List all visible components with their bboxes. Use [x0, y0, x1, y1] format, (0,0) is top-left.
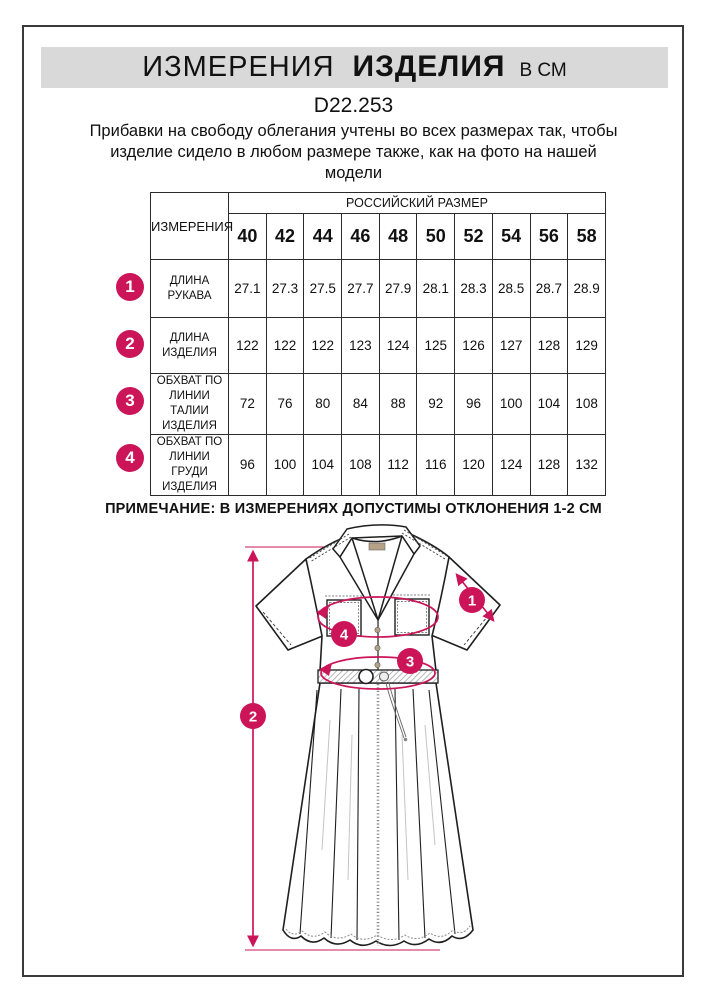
- size-header-cell: 54: [492, 214, 530, 260]
- value-cell: 27.5: [304, 260, 342, 318]
- value-cell: 128: [530, 434, 568, 495]
- value-cell: 122: [266, 318, 304, 374]
- russian-size-header-cell: РОССИЙСКИЙ РАЗМЕР: [229, 193, 606, 214]
- measurement-label-cell: ДЛИНА ИЗДЕЛИЯ: [151, 318, 229, 374]
- value-cell: 129: [568, 318, 606, 374]
- intro-paragraph: Прибавки на свободу облегания учтены во всех размерах так, чтобы изделие сидело в любом размере также, как на фото на нашей модели: [89, 122, 618, 182]
- size-header-cell: 44: [304, 214, 342, 260]
- value-cell: 28.7: [530, 260, 568, 318]
- value-cell: 28.1: [417, 260, 455, 318]
- size-group-row: [151, 193, 606, 214]
- belt-knot: [380, 672, 389, 681]
- title-units: В СМ: [519, 60, 567, 81]
- value-cell: 72: [229, 374, 267, 435]
- size-header-cell: 40: [229, 214, 267, 260]
- tolerance-note: ПРИМЕЧАНИЕ: В ИЗМЕРЕНИЯХ ДОПУСТИМЫ ОТКЛОНЕНИЯ 1-2 СМ: [105, 501, 602, 517]
- size-table: [150, 192, 606, 496]
- value-cell: 92: [417, 374, 455, 435]
- value-cell: 123: [342, 318, 380, 374]
- value-cell: 126: [455, 318, 493, 374]
- measurement-label-cell: ОБХВАТ ПО ЛИНИИ ТАЛИИ ИЗДЕЛИЯ: [151, 374, 229, 435]
- size-header-cell: 48: [379, 214, 417, 260]
- neck-label: [369, 543, 385, 550]
- table-row: [151, 260, 606, 318]
- belt-buckle: [359, 670, 373, 684]
- dress-technical-sketch: [238, 515, 520, 980]
- value-cell: 124: [492, 434, 530, 495]
- value-cell: 116: [417, 434, 455, 495]
- value-cell: 84: [342, 374, 380, 435]
- title-word-measurements: ИЗМЕРЕНИЯ: [142, 51, 335, 83]
- value-cell: 80: [304, 374, 342, 435]
- value-cell: 100: [492, 374, 530, 435]
- size-header-cell: 56: [530, 214, 568, 260]
- title-bar: [41, 47, 668, 88]
- value-cell: 108: [568, 374, 606, 435]
- value-cell: 28.5: [492, 260, 530, 318]
- value-cell: 27.1: [229, 260, 267, 318]
- value-cell: 124: [379, 318, 417, 374]
- value-cell: 100: [266, 434, 304, 495]
- value-cell: 122: [304, 318, 342, 374]
- value-cell: 28.3: [455, 260, 493, 318]
- measurement-label-cell: ДЛИНА РУКАВА: [151, 260, 229, 318]
- value-cell: 128: [530, 318, 568, 374]
- value-cell: 104: [530, 374, 568, 435]
- size-table-body: [151, 260, 606, 496]
- size-header-cell: 50: [417, 214, 455, 260]
- table-row: [151, 318, 606, 374]
- value-cell: 27.3: [266, 260, 304, 318]
- table-row: [151, 374, 606, 435]
- value-cell: 112: [379, 434, 417, 495]
- size-header-cell: 46: [342, 214, 380, 260]
- value-cell: 76: [266, 374, 304, 435]
- marker-2-number: 2: [248, 708, 258, 726]
- row-marker-badge: 2: [116, 330, 144, 358]
- measurement-label-cell: ОБХВАТ ПО ЛИНИИ ГРУДИ ИЗДЕЛИЯ: [151, 434, 229, 495]
- size-header-cell: 58: [568, 214, 606, 260]
- value-cell: 127: [492, 318, 530, 374]
- value-cell: 27.7: [342, 260, 380, 318]
- value-cell: 88: [379, 374, 417, 435]
- title-word-product: ИЗДЕЛИЯ: [352, 50, 506, 83]
- value-cell: 132: [568, 434, 606, 495]
- article-number: D22.253: [313, 94, 394, 117]
- value-cell: 122: [229, 318, 267, 374]
- value-cell: 96: [229, 434, 267, 495]
- row-marker-badge: 3: [116, 387, 144, 415]
- value-cell: 96: [455, 374, 493, 435]
- size-header-cell: 52: [455, 214, 493, 260]
- value-cell: 28.9: [568, 260, 606, 318]
- measurements-header-cell: ИЗМЕРЕНИЯ: [151, 193, 229, 260]
- value-cell: 27.9: [379, 260, 417, 318]
- size-header-cell: 42: [266, 214, 304, 260]
- row-marker-badge: 4: [116, 444, 144, 472]
- marker-1-number: 1: [467, 592, 477, 610]
- value-cell: 108: [342, 434, 380, 495]
- value-cell: 120: [455, 434, 493, 495]
- table-row: [151, 434, 606, 495]
- marker-3-number: 3: [405, 653, 415, 671]
- marker-4-number: 4: [339, 626, 349, 644]
- value-cell: 125: [417, 318, 455, 374]
- value-cell: 104: [304, 434, 342, 495]
- row-marker-badge: 1: [116, 273, 144, 301]
